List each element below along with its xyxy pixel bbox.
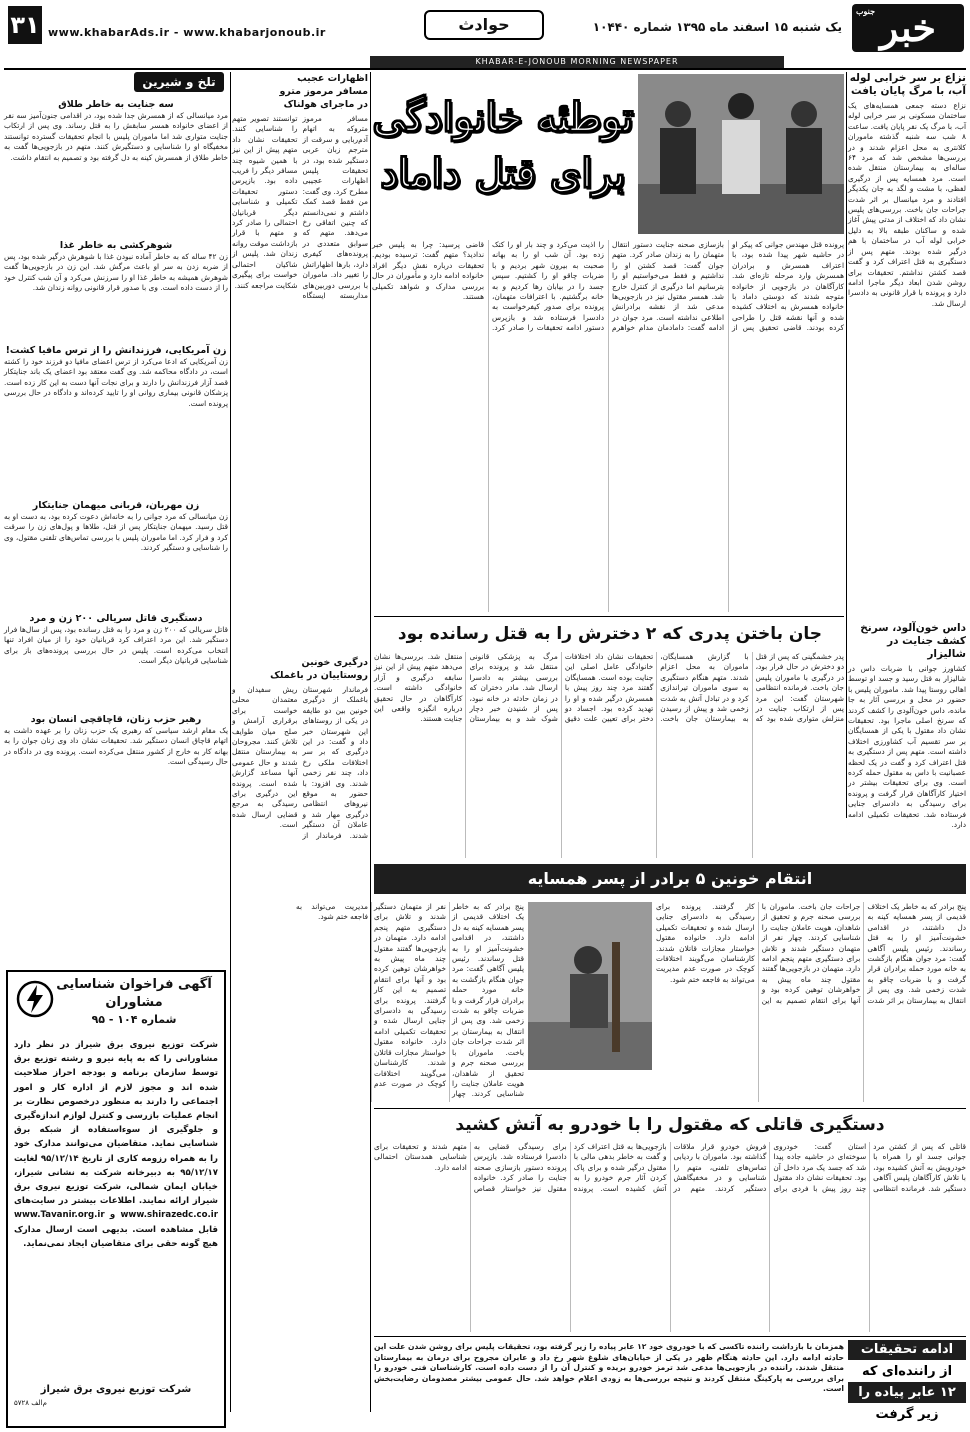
middle-body-2: فرماندار شهرستان باغملک از درگیری خونین بین دو طایفه در یکی از روستاهای این شهرستان خبر داد و گفت: در این درگیری که بر سر اختلافات ملکی رخ داد، چند نفر زخمی شدند. وی افزود: با حضور به موقع نیروهای انتظامی درگیری مهار شد و عاملان آن دستگیر شدند. فرماندار از ریش سفیدان و معتمدان محلی خواست برای برقراری آرامش و صلح میان طوایف تلاش کنند. مجروحان به بیمارستان منتقل شدند و حال عمومی آنها مساعد گزارش شده است. پرونده این درگیری برای رسیدگی به مرجع قضایی ارسال شده است. (232, 685, 368, 840)
bottom-box-title-block (848, 1340, 966, 1428)
left-column (4, 72, 228, 968)
ad-header (14, 976, 218, 1038)
story-3-body-left: پنج برادر که به خاطر یک اختلاف قدیمی از پسر همسایه کینه به دل داشتند، در اقدامی خشونت‌آمیز او را به قتل رساندند. رئیس پلیس آگاهی گفت: مرد جوان هنگام بازگشت به خانه مورد حمله برادران قرار گرفت و با ضربات چاقو به شدت زخمی شد. وی پس از انتقال به بیمارستان بر اثر شدت جراحات جان باخت. ماموران با بررسی صحنه جرم و تحقیق از شاهدان، هویت عاملان جنایت را شناسایی کردند. چهار نفر از متهمان دستگیر شدند و تلاش برای دستگیری متهم پنجم ادامه دارد. متهمان در بازجویی‌ها گفتند مقتول چند ماه پیش به خواهرشان توهین کرده بود و آنها برای انتقام تصمیم به این کار گرفتند. پرونده برای رسیدگی به دادسرای جنایی ارسال شده و تحقیقات تکمیلی ادامه دارد. خانواده مقتول خواستار مجازات قاتلان شدند. کارشناسان می‌گویند اختلافات کوچک در صورت عدم مدیریت می‌تواند به فاجعه ختم شود. (296, 902, 524, 1099)
bottom-box-body: همزمان با بازداشت راننده تاکسی که با خودروی خود ۱۲ عابر پیاده را زیر گرفته بود، تحقیقات پلیس برای روشن شدن علت این حادثه ادامه دارد. این حادثه هنگام ظهر در یکی از خیابان‌های شلوغ شهر رخ داد و عابران مجروح برای درمان به بیمارستان منتقل شدند. راننده در بازجویی‌ها مدعی شد ترمز خودرو بریده و کنترل آن را از دست داده است. کارشناسان فنی خودرو را برای بررسی به پارکینگ منتقل کردند و نتیجه بررسی‌ها به زودی اعلام خواهد شد. حال عمومی بیشتر مصدومان رضایت‌بخش است. (374, 1342, 844, 1394)
newspaper-logo[interactable] (852, 4, 964, 52)
ad-signature: شرکت توزیع نیروی برق شیراز (40, 1384, 192, 1395)
masthead (0, 0, 970, 66)
middle-title-5: روستاییان در باغملک (270, 670, 368, 681)
middle-title-3: در ماجرای هولناک (283, 99, 368, 110)
story-3-headline: انتقام خونین ۵ برادر از پسر همسایه (374, 864, 966, 894)
left-column-divider (230, 72, 231, 1412)
story-3-body-right: پنج برادر که به خاطر یک اختلاف قدیمی از پسر همسایه کینه به دل داشتند، در اقدامی خشونت‌آمیز او را به قتل رساندند. رئیس پلیس آگاهی گفت: مرد جوان هنگام بازگشت به خانه مورد حمله برادران قرار گرفت و با ضربات چاقو به شدت زخمی شد. وی پس از انتقال به بیمارستان بر اثر شدت جراحات جان باخت. ماموران با بررسی صحنه جرم و تحقیق از شاهدان، هویت عاملان جنایت را شناسایی کردند. چهار نفر از متهمان دستگیر شدند و تلاش برای دستگیری متهم پنجم ادامه دارد. متهمان در بازجویی‌ها گفتند مقتول چند ماه پیش به خواهرشان توهین کرده بود و آنها برای انتقام تصمیم به این کار گرفتند. پرونده برای رسیدگی به دادسرای جنایی ارسال شده و تحقیقات تکمیلی ادامه دارد. خانواده مقتول خواستار مجازات قاتلان شدند. کارشناسان می‌گویند اختلافات کوچک در صورت عدم مدیریت می‌تواند به فاجعه ختم شود. (656, 902, 966, 1005)
right-title-3: داس خون‌آلود، سرنخ (860, 622, 966, 634)
ad-body: شرکت توزیع نیروی برق شیراز در نظر دارد مشاورانی را که به پایه نیرو و رشته توزیع برق توسط سازمان برنامه و بودجه احراز صلاحیت شده اند و مجوز لازم از اداره کار و امور اجتماعی را دارند به منظور درخصوص نظارت بر انجام عملیات بازرسی و کنترل لوازم اندازه‌گیری و جلوگیری از سوءاستفاده از شبکه برق شناسایی نماید. متقاضیان می‌توانند مدارک خود را به همراه رزومه کاری از تاریخ ۹۵/۱۲/۱۴ لغایت ۹۵/۱۲/۱۷ به دبیرخانه شرکت به نشانی شیراز، خیابان ایمان شمالی، شرکت توزیع نیروی برق شیراز ارائه نمایند. اطلاعات بیشتر در سایت‌های www.shirazedc.co.ir و www.Tavanir.org.ir قابل مشاهده است. بدیهی است ارسال مدارک هیچ گونه حقی برای متقاضیان ایجاد نمی‌نماید. (14, 1040, 219, 1249)
right-title-4: کشف جنایت در شالیزار (887, 635, 966, 660)
right-title-1: نزاع بر سر خرابی لوله (849, 72, 966, 84)
story-4-headline: دستگیری قاتلی که مقتول را با خودرو به آتش کشید (455, 1115, 885, 1135)
bottom-title-1: ادامه تحقیقات (848, 1340, 966, 1360)
right-column-divider (846, 72, 847, 818)
ad-title-2: مشاوران (105, 995, 163, 1010)
story-3-photo (528, 902, 652, 1070)
right-body: نزاع دسته جمعی همسایه‌های یک ساختمان مسکونی بر سر خرابی لوله آب، با مرگ یک نفر پایان یافت. ساعت ۸ شب سه شنبه گذشته ماموران کلانتری به محل اعزام شدند و در بررسی‌ها مشخص شد که مرد ۶۴ ساله‌ای به بیمارستان منتقل شده است. مرد همسایه پس از درگیری لفظی، با مشت و لگد به جان یکدیگر افتادند و مرد میانسال بر اثر شدت جراحات جان باخت. بررسی‌های پلیس نشان داد که اختلاف از مدتی پیش آغاز شده و ساکنان طبقه بالا به دلیل خرابی لوله آب در ساختمان با هم درگیر شده بودند. متهم پس از دستگیری به قتل اعتراف کرد و گفت قصد کشتن نداشتم. تحقیقات برای روشن شدن ابعاد دیگر ماجرا ادامه دارد و پرونده با قرار قانونی به دادسرا ارسال شد. (848, 101, 966, 308)
middle-column-story-1 (232, 72, 368, 650)
lead-headline-area (372, 80, 634, 230)
left-item-title: دستگیری قاتل سریالی ۲۰۰ زن و مرد (29, 613, 203, 624)
left-item-title: زن مهربان، قربانی میهمان جنایتکار (32, 500, 200, 511)
ad-code: م‌الف ۵۷۲۸ (14, 1399, 47, 1407)
left-box-title: تلخ و شیرین (134, 72, 224, 92)
left-item-body: مرد میانسالی که از همسرش جدا شده بود، در اقدامی جنون‌آمیز سه نفر از اعضای خانواده همسر سابقش را به قتل رساند. وی پس از ارتکاب جنایت متواری شد اما ماموران پلیس با انجام تحقیقات گسترده توانستند مخفیگاه او را شناسایی و دستگیرش کنند. متهم در بازجویی‌ها گفت به خاطر طلاق از همسرش کینه به دل گرفته بود و تصمیم به انتقام داشت. (4, 111, 228, 162)
bottom-title-2: از راننده‌ای که (848, 1361, 966, 1382)
left-item-body: زن آمریکایی که ادعا می‌کرد از ترس اعضای مافیا دو فرزند خود را کشته است، در دادگاه محاکمه شد. وی گفت معتقد بود اعضای یک باند جنایتکار قصد آزار فرزندانش را دارند و برای نجات آنها دست به این کار زده است. پزشکان قانونی بیماری روانی او را تایید کرده‌اند و دادگاه در حال بررسی پرونده است. (4, 357, 228, 408)
ad-title-1: آگهی فراخوان شناسایی (56, 977, 212, 992)
story-2-top-rule (374, 616, 844, 617)
left-item-body: یک مقام ارشد سیاسی که رهبری یک حزب زنان را بر عهده داشت به اتهام قاچاق انسان دستگیر شد. تحقیقات نشان داد وی زنان جوان را به بهانه کار به خارج از کشور منتقل می‌کرده است. پرونده وی در دادگاه در حال رسیدگی است. (4, 726, 228, 767)
lead-photo-figures-icon (638, 74, 844, 234)
lead-headline: توطئه خانوادگی برای قتل داماد (372, 94, 634, 197)
ad-number: شماره ۱۰۴ - ۹۵ (91, 1013, 177, 1026)
logo-text: خبر (880, 5, 936, 50)
left-item-body: زن میانسالی که مرد جوانی را به خانه‌اش دعوت کرده بود، به دست او به قتل رسید. میهمان جنایتکار پس از قتل، طلاها و پول‌های زن را سرقت کرد و فرار کرد. اما ماموران پلیس با بررسی تماس‌های تلفنی مقتول، وی را شناسایی و دستگیر کردند. (4, 512, 228, 553)
left-item-title: شوهرکشی به خاطر غذا (59, 240, 173, 251)
story-3-photo-figure-icon (528, 902, 652, 1070)
left-item-title: سه جنایت به خاطر طلاق (58, 99, 174, 110)
left-item-body: قاتل سریالی که ۲۰۰ زن و مرد را به قتل رسانده بود، پس از سال‌ها فرار دستگیر شد. این مرد اعتراف کرد قربانیان خود را از میان افراد تنها انتخاب می‌کرده است. پلیس در حال بررسی پرونده‌های باز برای شناسایی قربانیان دیگر است. (4, 625, 228, 666)
website-urls[interactable]: www.khabarAds.ir - www.khabarjonoub.ir (48, 26, 326, 39)
story-4-top-rule (374, 1108, 966, 1109)
middle-column-story-2 (232, 656, 368, 1416)
right-body-2: کشاورز جوانی با ضربات داس در شالیزار به قتل رسید و جسد او توسط اهالی روستا پیدا شد. ماموران پلیس با حضور در محل و بررسی آثار به جا مانده، داس خون‌آلودی را کشف کردند که سرنخ اصلی ماجرا بود. تحقیقات نشان داد مقتول با یکی از همسایگان بر سر تقسیم آب کشاورزی اختلاف داشته است. متهم پس از دستگیری به قتل اعتراف کرد و گفت در یک لحظه عصبانیت با داس به مقتول حمله کرده است. وی برای تحقیقات بیشتر در اختیار کارآگاهان قرار گرفت و پرونده برای رسیدگی به دادسرای جنایی فرستاده شد. تحقیقات تکمیلی ادامه دارد. (848, 664, 966, 830)
power-company-logo-icon (16, 980, 54, 1018)
bottom-box-top-rule (374, 1336, 966, 1337)
section-title: حوادث (424, 10, 544, 40)
bottom-title-3: ۱۲ عابر پیاده را (848, 1382, 966, 1403)
page-number: ۳۱ (8, 6, 42, 44)
masthead-ribbon: KHABAR-E-JONOUB MORNING NEWSPAPER (370, 56, 784, 68)
story-4-body: قاتلی که پس از کشتن مرد جوانی جسد او را همراه با خودرویش به آتش کشیده بود، با تلاش کارآگاهان پلیس آگاهی دستگیر شد. فرمانده انتظامی استان گفت: خودروی سوخته‌ای در حاشیه جاده پیدا شد که جسد یک مرد داخل آن بود. تحقیقات نشان داد مقتول چند روز پیش با فردی برای فروش خودرو قرار ملاقات گذاشته بود. ماموران با ردیابی تماس‌های تلفنی، متهم را شناسایی و در مخفیگاهش دستگیر کردند. متهم در بازجویی‌ها به قتل اعتراف کرد و گفت به خاطر بدهی مالی با مقتول درگیر شده و برای پاک کردن آثار جرم خودرو را به آتش کشیده است. پرونده برای رسیدگی قضایی به دادسرا فرستاده شد. بازپرس پرونده دستور بازسازی صحنه جنایت را صادر کرد. خانواده مقتول نیز خواستار قصاص متهم شدند و تحقیقات برای شناسایی همدستان احتمالی ادامه دارد. (374, 1142, 966, 1193)
tender-ad (6, 970, 226, 1428)
ad-title-block (50, 976, 218, 1028)
middle-column-divider (370, 72, 371, 1412)
right-title-2: آب، با مرگ پایان یافت (850, 85, 966, 97)
lead-body: پرونده قتل مهندس جوانی که پیکر او در حاشیه شهر پیدا شده بود، با اعتراف همسرش و برادران همسرش وارد مرحله تازه‌ای شد. کارآگاهان در بازجویی از خانواده متوجه شدند که دوستی داماد با خانواده همسرش به اختلاف کشیده شده و آنها نقشه قتل را طراحی کرده بودند. قاضی تحقیق پس از بازسازی صحنه جنایت دستور انتقال متهمان را به زندان صادر کرد. متهم جوان گفت: قصد کشتن او را نداشتیم و فقط می‌خواستیم او را بترسانیم اما درگیری از کنترل خارج شد. همسر مقتول نیز در بازجویی‌ها مدعی شد از نقشه برادرانش اطلاعی نداشته است. مرد جوان در ادامه گفت: دامادمان مدام خواهرم را اذیت می‌کرد و چند بار او را کتک زده بود. آن شب او را به بهانه صحبت به بیرون شهر بردیم و با ضربات چاقو او را کشتیم. سپس جسد را در بیابان رها کردیم و به خانه برگشتیم. با اعترافات متهمان، پرونده برای صدور کیفرخواست به دادسرا فرستاده شد و بازپرس دستور ادامه تحقیقات را صادر کرد. قاضی پرسید: چرا به پلیس خبر ندادید؟ متهم گفت: ترسیده بودیم. تحقیقات درباره نقش دیگر افراد خانواده ادامه دارد و مأموران در حال بررسی مدارک و شواهد تکمیلی هستند. (372, 240, 844, 333)
right-column-story-1 (848, 72, 966, 620)
left-item-body: زن ۴۲ ساله که به خاطر آماده نبودن غذا با شوهرش درگیر شده بود، پس از ضربه زدن به سر او باعث مرگش شد. این زن در بازجویی‌ها گفت شوهرش همیشه به خاطر غذا او را سرزنش می‌کرد و آن شب کنترل خود را از دست داده است. وی با صدور قرار قانونی روانه زندان شد. (4, 252, 228, 293)
story-2-headline: جان باختن پدری که ۲ دخترش را به قتل رسانده بود (397, 624, 823, 644)
right-column-story-2 (848, 622, 966, 830)
left-item-title: زن آمریکایی، فرزندانش را از ترس مافیا کشت! (5, 345, 227, 356)
story-2-body: پدر خشمگینی که پس از قتل دو دخترش در حال فرار بود، در درگیری با ماموران پلیس جان باخت. فرمانده انتظامی شهرستان گفت: این مرد پس از ارتکاب جنایت در منزلش متواری شده بود که با گزارش همسایگان، ماموران به محل اعزام شدند. متهم هنگام دستگیری به سوی ماموران تیراندازی کرد و در تبادل آتش به شدت زخمی شد و پیش از رسیدن به بیمارستان جان باخت. تحقیقات نشان داد اختلافات خانوادگی عامل اصلی این جنایت بوده است. همسایگان گفتند مرد چند روز پیش با همسرش درگیر شده و او را تهدید کرده بود. اجساد دو دختر برای تعیین علت دقیق مرگ به پزشکی قانونی منتقل شد و پرونده برای بررسی بیشتر به دادسرا ارسال شد. مادر دختران که در زمان حادثه در خانه نبود، پس از شنیدن خبر دچار شوک شد و به بیمارستان منتقل شد. بررسی‌ها نشان می‌دهد متهم پیش از این نیز سابقه درگیری و آزار خانوادگی داشته است. کارآگاهان در حال تحقیق درباره انگیزه واقعی این جنایت هستند. (374, 652, 844, 724)
middle-body: مسافر مرموز متروکه به اتهام آدم‌ربایی و سرقت از مترجم زبان عربی دستگیر شده بود، در تحقیقات پلیس اظهارات عجیبی مطرح کرد. وی گفت: من فقط قصد کمک داشتم و نمی‌دانستم که چنین اتفاقی رخ می‌دهد. متهم که سوابق متعددی در پرونده‌های کیفری دارد، بارها اظهاراتش را تغییر داد. ماموران با بررسی دوربین‌های مداربسته ایستگاه توانستند تصویر متهم را شناسایی کنند. تحقیقات نشان داد متهم پیش از این نیز با همین شیوه چند مسافر دیگر را فریب داده بود. بازپرس دستور تحقیقات تکمیلی و شناسایی دیگر قربانیان احتمالی را صادر کرد و متهم با قرار بازداشت موقت روانه زندان شد. پلیس از شاکیان احتمالی خواست برای پیگیری شکایت مراجعه کنند. (232, 114, 368, 300)
header-rule (4, 68, 966, 70)
bottom-title-4: زیر گرفت (848, 1404, 966, 1425)
left-item-title: رهبر حزب زنان، قاچاقچی انسان بود (30, 714, 202, 725)
issue-line: یک شنبه ۱۵ اسفند ماه ۱۳۹۵ شماره ۱۰۴۴۰ (592, 20, 842, 34)
middle-title-1: اظهارات عجیب (297, 73, 368, 84)
lead-photo (638, 74, 844, 234)
middle-title-4: درگیری خونین (301, 657, 368, 668)
logo-sub: جنوب (856, 6, 876, 16)
middle-title-2: مسافر مرموز مترو (279, 86, 368, 97)
